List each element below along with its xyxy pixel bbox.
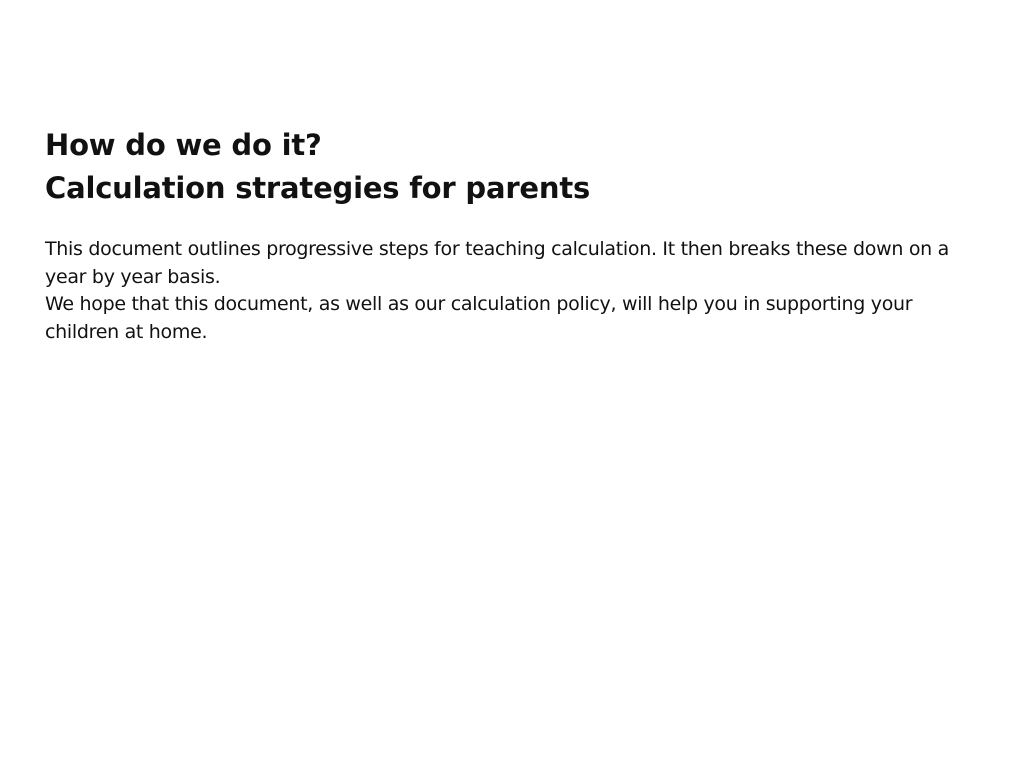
intro-text (45, 236, 965, 346)
intro-paragraph-2: We hope that this document, as well as our calculation policy, will help you in supporting your children at home. (45, 293, 913, 343)
intro-paragraph-1: This document outlines progressive steps for teaching calculation. It then breaks these down on a year by year basis. (45, 238, 949, 288)
page-title: How do we do it? (45, 128, 322, 162)
document-content (45, 124, 965, 346)
page-subtitle: Calculation strategies for parents (45, 171, 591, 205)
